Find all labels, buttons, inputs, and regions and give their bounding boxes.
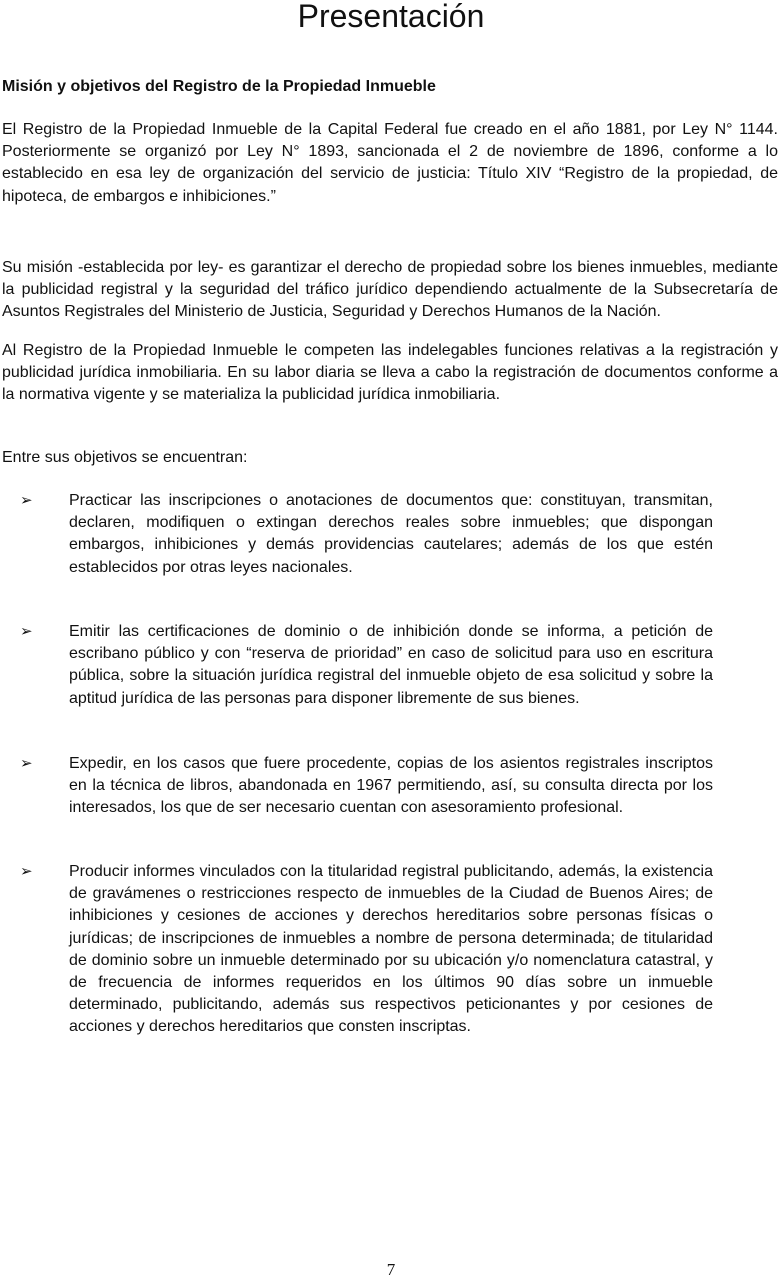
- list-item-text: Producir informes vinculados con la titularidad registral publicitando, además, la existencia de gravámenes o restricciones respecto de inmuebles de la Ciudad de Buenos Aires; de inhibiciones y cesiones de acciones y derechos hereditarios sobre personas físicas o jurídicas; de inscripciones de inmuebles a nombre de persona determinada; de titularidad de dominio sobre un inmueble determinado por su ubicación y/o nomenclatura catastral, y de frecuencia de informes requeridos en los últimos 90 días sobre un inmueble determinado, publicitando, además sus respectivos peticionantes y por cesiones de acciones y derechos hereditarios que consten inscriptas.: [69, 863, 713, 1036]
- page-title: Presentación: [297, 0, 485, 34]
- paragraph-functions: Al Registro de la Propiedad Inmueble le competen las indelegables funciones relativas a la registración y publicidad jurídica inmobiliaria. En su labor diaria se lleva a cabo la registración de documentos conforme a la normativa vigente y se materializa la publicidad jurídica inmobiliaria.: [2, 342, 778, 404]
- arrow-bullet-icon: ➢: [20, 863, 33, 880]
- section-heading: Misión y objetivos del Registro de la Propiedad Inmueble: [2, 78, 436, 95]
- page-number: 7: [386, 1260, 396, 1279]
- list-item-text: Practicar las inscripciones o anotaciones de documentos que: constituyan, transmitan, declaren, modifiquen o extingan derechos reales sobre inmuebles; que dispongan embargos, inhibiciones y demás providencias cautelares; además de los que estén establecidos por otras leyes nacionales.: [69, 492, 713, 576]
- list-item-text: Emitir las certificaciones de dominio o de inhibición donde se informa, a petición de escribano público y con “reserva de prioridad” en caso de solicitud para uso en escritura pública, sobre la situación jurídica registral del inmueble objeto de esa solicitud y sobre la aptitud jurídica de las personas para disponer libremente de sus bienes.: [69, 623, 713, 707]
- paragraph-history: El Registro de la Propiedad Inmueble de la Capital Federal fue creado en el año 1881, por Ley N° 1144. Posteriormente se organizó por Ley N° 1893, sancionada el 2 de noviembre de 1896, conforme a lo establecido en esa ley de organización del servicio de justicia: Título XIV “Registro de la propiedad, de hipoteca, de embargos e inhibiciones.”: [2, 121, 778, 205]
- list-item-text: Expedir, en los casos que fuere procedente, copias de los asientos registrales inscriptos en la técnica de libros, abandonada en 1967 permitiendo, así, su consulta directa por los interesados, los que de ser necesario cuentan con asesoramiento profesional.: [69, 755, 713, 817]
- paragraph-objectives-intro: Entre sus objetivos se encuentran:: [2, 449, 248, 466]
- paragraph-mission: Su misión -establecida por ley- es garantizar el derecho de propiedad sobre los bienes inmuebles, mediante la publicidad registral y la seguridad del tráfico jurídico dependiendo actualmente de la Subsecretaría de Asuntos Registrales del Ministerio de Justicia, Seguridad y Derechos Humanos de la Nación.: [2, 259, 778, 321]
- arrow-bullet-icon: ➢: [20, 623, 33, 640]
- arrow-bullet-icon: ➢: [20, 755, 33, 772]
- arrow-bullet-icon: ➢: [20, 492, 33, 509]
